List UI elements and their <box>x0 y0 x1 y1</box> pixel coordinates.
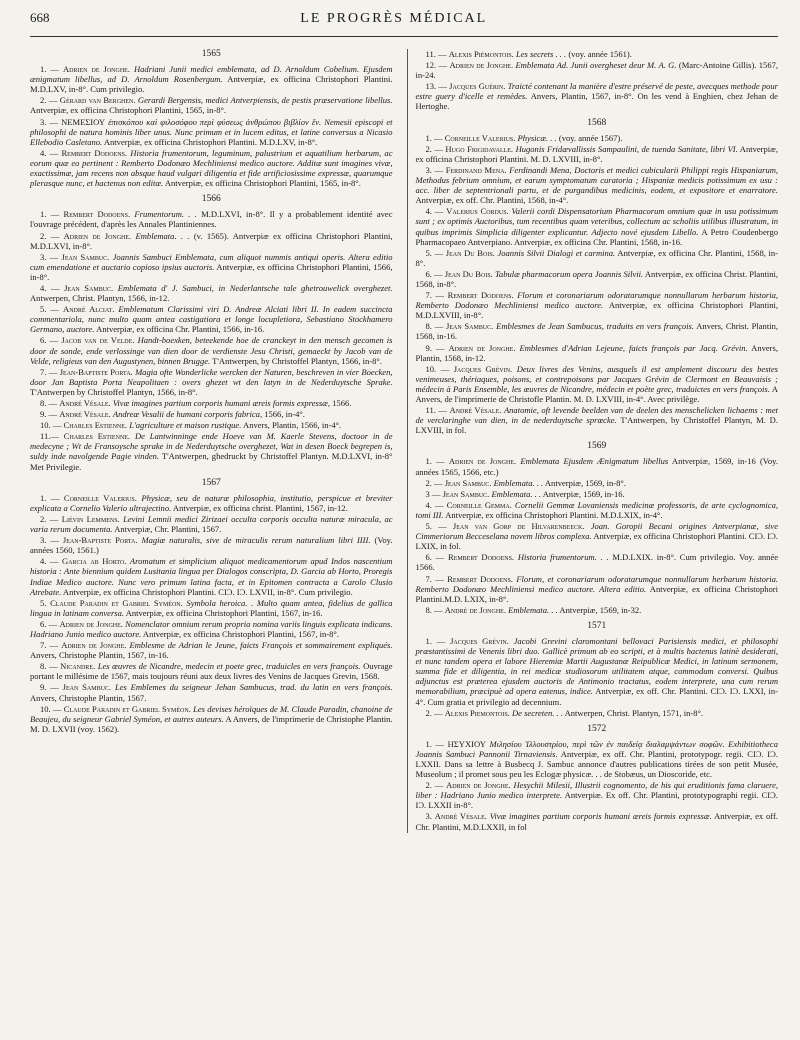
entry-title: Cornelii Gemmæ Lovaniensis medicinæ professoris, de arte cyclognomica, tomi III. <box>415 499 779 520</box>
entry-author: Gérard van Berghen. <box>59 95 136 106</box>
entry-publication: Antverpiæ, 1569, in-8°. <box>544 477 626 488</box>
entry-publication: Antverpiæ, ex officina Chr. Plantini, 1566, in-16. <box>96 324 265 335</box>
bibliography-entry <box>416 574 779 604</box>
bibliography-entry <box>416 60 779 80</box>
bibliography-entry <box>416 521 779 551</box>
bibliography-entry <box>416 321 779 341</box>
entry-title: Valerii cordi Dispensatorium Pharmacorum omnium quæ in usu potissimum sunt ; ex optimis Auctoribus, tum recentibus quam veteribus, collectum ac scholiis utilibus illustratum, in quibus imprimis Simplicia diligenter explicantur. Adjecto nové ejusdem Libello. <box>415 206 779 237</box>
bibliography-entry <box>30 556 393 596</box>
entry-number: 4. — <box>425 206 444 217</box>
entry-publication: Antverpiæ, ex officina Christophori Plantini. CIƆ. IƆ. LXVII, in-8°. Cum privilegio. <box>62 586 353 597</box>
entry-author: André Alciat. <box>63 304 115 315</box>
entry-author: Jean van Gorp de Hilvarenbeeck. <box>452 521 585 532</box>
entry-number: 6. — <box>40 618 58 629</box>
entry-author: Jean Du Bois. <box>444 268 493 279</box>
entry-author: Claude Paradin et Gabriel Syméon. <box>63 703 191 714</box>
entry-publication: (voy. année 1561). <box>568 49 632 59</box>
entry-publication: Anvers, Plantin, 1567, in-8°. On les vend à Enghien, chez Jehan de Hertoghe. <box>415 91 778 112</box>
entry-title: Emblemata. . . <box>493 477 544 488</box>
bibliography-entry <box>416 739 779 779</box>
entry-number: 1. — <box>40 492 60 503</box>
entry-author: Hugo Frigidavalle. <box>445 143 514 154</box>
entry-title: Historia frumentorum, leguminum, palustrium et aquatilium herbarum, ac eorum quæ eo pertinent : Remberto Dodonæo Mechliniensi medico auctore. Additæ sunt imagines vivæ, exactissimæ, jam recens non absque haud vulgari diligentia et fide artificiosissime expressæ, quarumque plerasque nunc, et hactenus non editæ. <box>30 147 393 189</box>
entry-author: Garcia ab Horto. <box>62 556 127 567</box>
entry-number: 5. — <box>425 521 447 532</box>
bibliography-entry <box>30 95 393 115</box>
entry-number: 11. — <box>425 405 447 416</box>
entry-publication: Anvers, Christ. Plantin, 1568, in-16. <box>415 321 778 342</box>
entry-publication: Antverpiæ, 1569, in-16 (Voy. années 1565, 1566, etc.) <box>415 456 778 477</box>
entry-title: Les œuvres de Nicandre, medecin et poete grec, traduicles en vers françois. <box>97 661 361 672</box>
entry-title: Magia ofte Wonderlicke wercken der Naturen, beschreven in vier Boecken, door Jan Baptista Porta Neapolitaen : overs ghezet wt den latyn in de Nederduytsche Sprake. <box>30 366 393 387</box>
entry-publication: Antverpiæ, ex off. Chr. Plantini, 1568, in-4°. <box>415 195 569 206</box>
entry-publication: 1566, in-4°. <box>264 409 305 420</box>
entry-author: Rembert Dodoens. <box>447 290 514 301</box>
entry-author: Liévin Lemmens. <box>61 513 120 524</box>
bibliography-entry <box>416 290 779 320</box>
entry-number: 9. — <box>40 682 59 693</box>
columns <box>30 49 778 833</box>
entry-publication: Antverpiæ, ex officina Chr. Plantini, 1568, in-8°. <box>415 247 779 268</box>
bibliography-entry <box>416 81 779 111</box>
entry-title: Andreæ Vesalii de humani corporis fabrica, <box>112 409 263 420</box>
entry-number: 8. — <box>425 604 443 615</box>
right-column <box>407 49 779 833</box>
entry-author: Jean Sambuc. <box>61 251 110 262</box>
bibliography-entry <box>30 420 393 430</box>
entry-title: Magiæ naturalis, sive de miraculis rerum naturalium libri IIII. <box>141 535 371 546</box>
entry-title: Emblemata. . . <box>508 604 558 615</box>
bibliography-entry <box>416 133 779 143</box>
bibliography-entry <box>30 619 393 639</box>
entry-number: 3 — <box>425 488 441 499</box>
entry-author: Jean Sambuc. <box>442 488 490 499</box>
entry-author: Jean-Baptiste Porta. <box>59 366 133 377</box>
bibliography-entry <box>30 117 393 147</box>
bibliography-entry <box>416 500 779 520</box>
entry-title: Hugonis Fridævallissis Sampaulini, de tuenda Sanitate, libri VI. <box>515 143 738 154</box>
entry-title: Les secrets . . . <box>515 49 567 59</box>
entry-title: Μιλησίου Ἰλλουστρίου, περὶ τῶν ἐν παιδείᾳ διαλαμψάντων σοφῶν. Exhibitiotheca Joannis Sambuci Pannonii Tirnaviensis. <box>415 738 779 759</box>
entry-author: Alexis Piémontois. <box>448 49 514 59</box>
entry-author: André de Jonghe. <box>444 604 506 615</box>
bibliography-entry <box>30 304 393 334</box>
entry-number: 2. — <box>40 230 60 241</box>
entry-publication: Antverpiæ, ex officina Christophori Plantini. M.D.LXV, in-8°. <box>103 136 318 147</box>
year-heading: 1572 <box>587 723 607 734</box>
entry-number: 3. <box>425 811 432 822</box>
entry-publication: Anvers, Plantin, 1568, in-12. <box>415 342 778 363</box>
entry-publication: M.D.LXVI, in-8°. Il y a probablement identité avec l'ouvrage précédent, d'après les Annales Plantiniennes. <box>30 209 393 230</box>
entry-title: Emblemata d' J. Sambuci, in Nederlantsche tale ghetrouwelick overghezet. <box>117 282 393 293</box>
entry-publication: A Anvers, de l'imprimerie de Christofle Plantin. M. D. LXVIII, in-4°. Avec privilège. <box>415 383 778 404</box>
bibliography-entry <box>30 335 393 365</box>
entry-title: Symbola heroica. . Multo quam antea, fidelius de gallica lingua in latinam conversa. <box>30 597 393 618</box>
year-heading: 1567 <box>201 477 221 488</box>
entry-title: Florum, et coronariarum odoratarumque nonnullarum herbarum historia. Remberto Dodonæo Mechliniensi medico auctore. Altera editio. <box>415 573 778 594</box>
entry-publication: Antverpiæ, ex officina Christophori Plantini, 1567, in-16. <box>125 607 323 618</box>
entry-number: 8. — <box>40 661 58 672</box>
entry-publication: Antverpiæ, 1569, in-32. <box>559 604 642 615</box>
entry-author: Nicandre. <box>60 661 96 672</box>
entry-publication: A Anvers, de l'imprimerie de Christophe Plantin. M. D. LXVII (voy. 1562). <box>30 713 393 734</box>
entry-number: 3. — <box>40 251 59 262</box>
entry-number: 5. <box>40 597 47 608</box>
entry-publication: Antverpiæ, ex off. Chr. Plantini. CIƆ. IƆ. LXXI, in-4°. Cum gratia et privilegio ad decennium. <box>415 686 778 707</box>
entry-title: ἐπισκόπου καὶ φιλοσόφου περὶ φύσεως ἀνθρώπου βιβλίον ἕν. Nemesii episcopi et philosophi de natura hominis liber unus. Nunc primum et in lucem editus, et latine conversus a Nicasio Ellebodio Casletano. <box>30 116 393 147</box>
entry-publication: Antwerpen, Christ. Plantyn, 1566, in-12. <box>30 293 170 304</box>
bibliography-entry <box>30 431 393 471</box>
entry-number: 6. — <box>425 268 443 279</box>
bibliography-entry <box>416 343 779 363</box>
entry-number: 4. — <box>40 147 59 158</box>
page-number: 668 <box>30 10 50 25</box>
entry-title: Les devises héroïques de M. Claude Paradin, chanoine de Beaujeu, du seigneur Gabriel Syméon, et autres auteurs. <box>30 703 393 724</box>
entry-author: Adrien de Jonghe. <box>59 618 123 629</box>
entry-title: Joan. Goropii Becani origines Antverpianæ, sive Cimmeriorum Becceselana novem libros complexa. <box>415 521 778 542</box>
entry-number: 9. — <box>425 342 445 353</box>
entry-title: Frumentorum. . . <box>134 209 197 220</box>
entry-title: Levini Lemnii medici Zirizaei occulta corporis occulta naturæ miracula, ac varia rerum documenta. <box>30 513 393 535</box>
entry-title: De Lantwinninge ende Hoeve van M. Kaerle Stevens, doctoor in de medecyne ; Wt de Fransoysche sprake in de Nederduytsche overghezet, Wat in desen Boeck begrepen is, suldy inde navolgende Pagie vinden. <box>30 431 393 462</box>
entry-title: Physicæ. . . <box>517 132 557 143</box>
bibliography-entry <box>30 535 393 555</box>
entry-title: Emblesmes d'Adrian Lejeune, faicts françois par Jacq. Grévin. <box>519 342 748 353</box>
entry-author: Jean Du Bois. <box>445 247 495 258</box>
entry-author: Corneille Gemma. <box>446 499 512 510</box>
entry-publication: Antverpiæ, ex officina Christophori Plantini. CIƆ. IƆ. LXIX, in fol. <box>415 531 778 552</box>
bibliography-entry <box>30 661 393 681</box>
entry-title: De secreten. . . <box>511 707 563 718</box>
entry-title: Emblesmes de Jean Sambucus, traduits en vers françois. <box>496 321 694 332</box>
year-heading: 1568 <box>587 117 607 128</box>
entry-number: 3. — <box>40 535 59 546</box>
bibliography-entry <box>30 283 393 303</box>
entry-publication: T'Antwerpen, by Christoffel Plantyn, 1566, in-8°. <box>212 355 382 366</box>
entry-author: Ferdinand Mena. <box>445 164 507 175</box>
entry-title: Hadriani Junii medici emblemata, ad D. Arnoldum Cobelium. Ejusdem ænigmatum libellus, ad D. Arnoldum Rosenbergum. <box>30 64 393 85</box>
entry-author: Rembert Dodoens. <box>447 573 513 584</box>
entry-title: Joannis Silvii Dialogi et carmina. <box>497 247 616 258</box>
bibliography-entry <box>30 64 393 94</box>
entry-number: 6. — <box>40 335 59 346</box>
entry-number: 1. — <box>425 738 445 749</box>
bibliography-entry <box>416 636 779 707</box>
entry-number: 7. — <box>40 640 59 651</box>
entry-number: 10. — <box>40 420 62 431</box>
entry-publication: (voy. année 1567). <box>558 132 623 143</box>
entry-number: 1. — <box>425 635 446 646</box>
year-heading: 1569 <box>587 441 607 452</box>
entry-author: Corneille Valerius. <box>63 492 137 503</box>
entry-number: 4. — <box>425 499 444 510</box>
entry-publication: Anvers, Christophe Plantin, 1567. <box>30 692 147 703</box>
entry-publication: T'Antwerpen, ghedruckt by Christoffel Plantyn. M.D.LXVI, in-8° Met Privilegie. <box>30 451 393 472</box>
entry-number: 4. — <box>40 282 60 293</box>
entry-number: 11.— <box>40 431 59 442</box>
entry-publication: Antverpiæ, ex off. Chr. Plantini, M.D.LXXII, in fol <box>415 811 778 832</box>
entry-number: 2. — <box>40 95 58 106</box>
entry-author: Jean Sambuc. <box>446 321 494 332</box>
entry-author: André Vésale. <box>59 409 111 420</box>
entry-number: 12. — <box>425 60 448 71</box>
entry-number: 2. — <box>425 477 443 488</box>
entry-number: 2. — <box>425 143 443 154</box>
bibliography-entry <box>30 514 393 534</box>
entry-number: 2. — <box>425 707 443 718</box>
entry-author: Alexis Piemontois. <box>444 707 510 718</box>
entry-author: Valerius Cordus. <box>446 206 509 217</box>
year-heading: 1571 <box>587 620 607 631</box>
bibliography-entry <box>416 478 779 488</box>
entry-number: 2. — <box>40 513 59 524</box>
entry-publication: Antverpiæ, ex officina Christ. Plantini, 1568, in-8°. <box>415 268 779 289</box>
entry-title: Gerardi Bergensis, medici Antverpiensis, de pestis præservatione libellus. <box>137 95 393 106</box>
entry-author: Adrien de Jonghe. <box>446 780 511 791</box>
entry-publication: Antverpiæ, ex officina Christophori Plantini, 1567, in-8°. <box>142 628 339 639</box>
entry-author: Jean-Baptiste Porta. <box>62 535 138 546</box>
entry-publication: T'Antwerpen, by Christoffel Plantyn, M. D. LXVIII, in fol. <box>415 415 778 436</box>
entry-title: Vivæ imagines partium corporis humani æreis formis expressæ. <box>489 811 712 822</box>
bibliography-entry <box>30 148 393 188</box>
bibliography-entry <box>30 640 393 660</box>
entry-number: 1. — <box>40 209 60 220</box>
entry-number: 5. — <box>425 247 444 258</box>
entry-author: Jean Sambuc. <box>64 282 114 293</box>
entry-number: 1. — <box>425 132 443 143</box>
entry-title: Jacobi Grevini claromontani bellovaci Parisiensis medici, et philosophi præstantissimi de Venenis libri duo. Gallicè primum ab eo scripti, et à multis hactenus latinè desiderati, et nunc tandem opera et labore Hieremiæ Martii Augustanæ Reipublicæ Medici, in latinum sermonem, summa fide et diligentia, in rei medicæ studiosorum utilitatem atque, commodum conversi. Quibus adjunctus est præterea ejusdem auctoris de Antimonio tractatus, eodem interprete, una cum rerum memorabilium, præcipuè ad opera eatenus, indice. <box>415 635 778 697</box>
entry-author: Jean Sambuc. <box>444 477 492 488</box>
entry-title: Physicæ, seu de naturæ philosophia, institutio, perspicue et breviter explicata a Cornelio Valerio ultrajectino. <box>30 492 393 513</box>
left-column <box>30 49 393 833</box>
entry-author: Rembert Dodoens. <box>61 147 128 158</box>
entry-author: André Vésale. <box>434 811 487 822</box>
bibliography-entry <box>30 409 393 419</box>
entry-publication: Anvers, Christophe Plantin, 1567, in-16. <box>30 650 169 661</box>
bibliography-entry <box>416 456 779 476</box>
entry-title: Emblemata. . . <box>135 230 190 241</box>
entry-number: 1. — <box>425 456 445 467</box>
entry-title: Emblemata Ad. Junii overgheset deur M. A. G. <box>515 60 677 71</box>
entry-number: 7. — <box>425 573 444 584</box>
entry-author: Jacques Grévin. <box>450 635 509 646</box>
bibliography-entry <box>30 704 393 734</box>
entry-publication: (v. 1565). Antverpiæ ex officina Christophori Plantini, M.D.LXVI, in-8°. <box>30 230 393 251</box>
entry-publication: Antverpiæ, ex officina christ. Plantini, 1567, in-12. <box>172 502 348 513</box>
bibliography-entry <box>416 49 779 59</box>
entry-author: Jacques Guérin. <box>449 81 506 92</box>
entry-number: 13. — <box>425 81 447 92</box>
entry-author: Adrien de Jonghe. <box>62 64 130 75</box>
entry-author: Adrien de Jonghe. <box>448 456 517 467</box>
entry-number: 8. — <box>40 398 58 408</box>
bibliography-entry <box>416 364 779 404</box>
entry-author: Rembert Dodoens. <box>447 552 515 563</box>
bibliography-entry <box>416 206 779 246</box>
bibliography-entry <box>416 405 779 435</box>
year-heading: 1565 <box>201 49 221 59</box>
entry-title: Emblemata. . . <box>491 488 542 499</box>
entry-number: 3. — <box>40 116 59 127</box>
entry-author: ΗΣΥΧΙΟΥ <box>447 738 486 749</box>
entry-publication: (Voy. années 1560, 1561.) <box>30 535 393 556</box>
entry-title: Nomenclator omnium rerum propria nomina variis linguis explicata indicans. Hadriano Junio medico auctore. <box>30 618 393 639</box>
entry-number: 9. — <box>40 409 58 420</box>
entry-author: ΝΕΜΕΣΙΟΥ <box>61 116 106 127</box>
entry-title: Historia frumentorum. . . <box>517 552 609 563</box>
bibliography-entry <box>30 231 393 251</box>
entry-title: Les Emblemes du seigneur Jehan Sambucus, trad. du latin en vers françois. <box>114 682 393 693</box>
bibliography-entry <box>416 144 779 164</box>
entry-title: Emblesme de Adrian le Jeune, faicts François et sommairement expliqués. <box>129 640 393 651</box>
entry-author: Jean Sambuc. <box>62 682 112 693</box>
entry-publication: Antverpiæ, ex off. Chr. Plantini, prototypogr. regii. CIƆ. IƆ. LXXII. Dans sa lettre à Busbecq J. Sambuc annonce d'autres publications tirées de son petit Musée, Museolum ; il promet sous peu les Eclogæ physicæ. . . de Stobæus, un Dioscoride, etc. <box>415 748 778 780</box>
entry-publication: Antverpiæ, ex officina Christophori Plantini, 1566, in-8°. <box>30 261 393 282</box>
entry-number: 7. — <box>40 366 58 377</box>
bibliography-entry <box>416 248 779 268</box>
bibliography-entry <box>30 209 393 229</box>
entry-title: Aromatum et simplicium aliquot medicamentorum apud Indos nascentium historia : Ante biennium quidem Lusitania lingua per Dialogos conscripta, D. Garcia ab Horto, Proregis Indiae Medico auctore. Nunc vero primum latina facta, et in Epitomen contracta a Carolo Clusio Atrebate. <box>30 556 393 597</box>
entry-title: Joannis Sambuci Emblemata, cum aliquot nummis antiqui operis. Altera editio cum emendatione et auctario copioso ipsius auctoris. <box>30 251 393 272</box>
bibliography-entry <box>416 811 779 831</box>
running-title: LE PROGRÈS MÉDICAL <box>300 11 488 26</box>
entry-publication: A Petro Coudenbergo Pharmacopaeo Antverpiano. Antverpiæ, ex officina Chr. Plantini, 1568, in-16. <box>415 226 778 247</box>
entry-title: Emblemata Ejusdem Ænigmatum libellus <box>520 456 669 467</box>
entry-title: Vivæ imagines partium corporis humani æreis formis expressæ, <box>112 398 330 408</box>
bibliography-entry <box>30 493 393 513</box>
entry-publication: Antverpiæ, ex officina Christophori Plantini, 1565, in-8°. <box>164 178 361 189</box>
bibliography-entry <box>416 269 779 289</box>
entry-publication: Antwerpen, Christ. Plantyn, 1571, in-8°. <box>564 707 704 718</box>
entry-title: Florum et coronariarum odoratarumque nonnullarum herbarum historia, Remberto Dodonæo Mechliniensi medico auctore. <box>415 290 779 311</box>
entry-number: 2. — <box>425 780 444 791</box>
entry-title: Handt-boexken, beteekende hoe de cranckeyt in den mensch gecomen is door de sonde, ende verlossinge van dien door de verdienste Jesu Christi, gemaeckt by Jacob van de Velde, religieus van den Augustynen, binnen Brugge. <box>30 335 393 366</box>
entry-publication: Antverpiæ, ex officina Christophori Plantini, 1565, in-8°. <box>30 105 227 116</box>
entry-publication: Antverpiæ, ex officina Christophori Plantini. M.D.LXIX, in-4°. <box>445 509 663 520</box>
bibliography-entry <box>30 367 393 397</box>
entry-number: 4. — <box>40 556 59 567</box>
entry-author: Adrien de Jonghe. <box>63 230 132 241</box>
entry-title: L'agriculture et maison rustique. <box>129 420 242 431</box>
entry-number: 1. — <box>40 64 59 75</box>
entry-author: Charles Estienne. <box>63 431 131 442</box>
entry-number: 8. — <box>425 321 444 332</box>
year-heading: 1566 <box>201 194 221 205</box>
entry-publication: Antverpiæ, ex officina Christophori Plantini, M.D.LXVIII, in-8°. <box>415 300 778 321</box>
entry-publication: Antverpiæ. Ex off. Chr. Plantini, prototypographi regii. CIƆ. IƆ. LXXII in-8°. <box>415 790 778 811</box>
entry-title: Anatomie, oft levende beelden van de deelen des menschelicken lichaems : met de verclaringhe van dien, in de nederduytsche sprœcke. <box>415 405 778 426</box>
entry-number: 5. — <box>40 304 59 315</box>
entry-title: Tabulæ pharmacorum opera Joannis Silvii. <box>494 268 644 279</box>
entry-author: Jacob van de Velde. <box>61 335 135 346</box>
bibliography-entry <box>416 552 779 572</box>
entry-number: 10. — <box>40 703 62 714</box>
bibliography-entry <box>30 598 393 618</box>
bibliography-entry <box>416 780 779 810</box>
bibliography-entry <box>416 489 779 499</box>
entry-author: André Vésale. <box>59 398 111 408</box>
entry-title: Deux livres des Venins, ausquels il est amplement discouru des bestes venimeuses, thériaques, poisons, et contrepoisons par Jacques Grévin de Clermont en Beauvaisis ; médecin à Paris Ensemble, les œuvres de Nicandre, médecin et poète grec, traduictes en vers françois. <box>415 363 779 394</box>
page-header <box>30 10 778 37</box>
entry-publication: Antverpiæ, Chr. Plantini, 1567. <box>114 524 222 535</box>
bibliography-entry <box>30 252 393 282</box>
entry-author: Jacques Grévin. <box>453 363 513 374</box>
entry-publication: Antverpiæ, ex officina Christophori Plantini. M.D.LXV, in-8°. Cum privilegio. <box>30 74 393 95</box>
entry-publication: T'Antwerpen by Christoffel Plantyn, 1566, in-8°. <box>30 386 198 397</box>
entry-title: Ferdinandi Mena, Doctoris et medici cubicularii Philippi regis Hispaniarum, Methodus febrium omnium, et earum symptomatum curatoria ; Hispaniæ medicis potissimum ex usu : acc. liber de septentrionali partu, et de purgandibus medicinis, eodem, et expositore et enarratore. <box>415 164 779 196</box>
entry-author: Corneille Valerius. <box>444 132 516 143</box>
entry-publication: M.D.LXIX. in-8°. Cum privilegio. Voy. année 1566. <box>415 552 779 573</box>
entry-publication: Antverpiæ, 1569, in-16. <box>542 488 625 499</box>
entry-publication: 1566. <box>332 398 352 408</box>
entry-number: 6. — <box>425 552 445 563</box>
entry-publication: Antverpiæ, ex officina Christophori Plantini. M. D. LXVIII, in-8°. <box>415 143 779 164</box>
entry-publication: (Marc-Antoine Gillis). 1567, in-24. <box>415 60 779 81</box>
entry-author: Claude Paradin et Gabriel Syméon. <box>50 597 183 608</box>
entry-author: Adrien de Jonghe. <box>449 60 514 71</box>
entry-author: André Vésale. <box>449 405 502 416</box>
entry-publication: Anvers, Plantin, 1566, in-4°. <box>243 420 342 431</box>
entry-title: Hesychii Milesii, Illustrii cognomento, de his qui eruditionis fama claruere, liber : Hadriano Junio medico interprete. <box>415 780 778 801</box>
bibliography-entry <box>30 682 393 702</box>
entry-title: Traicté contenant la manière d'estre préservé de peste, avecques methode pour estre guery d'icelle et remèdes. <box>415 81 778 102</box>
entry-title: Emblematum Clarissimi viri D. Andreæ Alciati libri II. In eadem succincta commentariola, nunc multo quam antea castigatiora et longe locupletiora, Sebastiano Stockhamero Germano, auctore. <box>30 304 393 335</box>
entry-author: Adrien de Jonghe. <box>448 342 516 353</box>
entry-author: Rembert Dodoens. <box>63 209 131 220</box>
bibliography-entry <box>416 165 779 205</box>
entry-number: 7. — <box>425 290 445 301</box>
entry-author: Adrien de Jonghe. <box>61 640 127 651</box>
entry-publication: Ouvrage portant le millésime de 1567, mais toujours réuni aux deux livres des Venins de Jacques Grevin, 1568. <box>30 661 393 682</box>
entry-number: 3. — <box>425 164 444 175</box>
bibliography-entry <box>416 708 779 718</box>
entry-author: Charles Estienne. <box>63 420 128 431</box>
entry-number: 11. — <box>425 49 447 59</box>
entry-publication: Antverpiæ, ex officina Christophori Plantini.M.D. LXIX, in-8°. <box>415 583 779 604</box>
bibliography-entry <box>30 398 393 408</box>
bibliography-entry <box>416 605 779 615</box>
entry-number: 10. — <box>425 363 450 374</box>
